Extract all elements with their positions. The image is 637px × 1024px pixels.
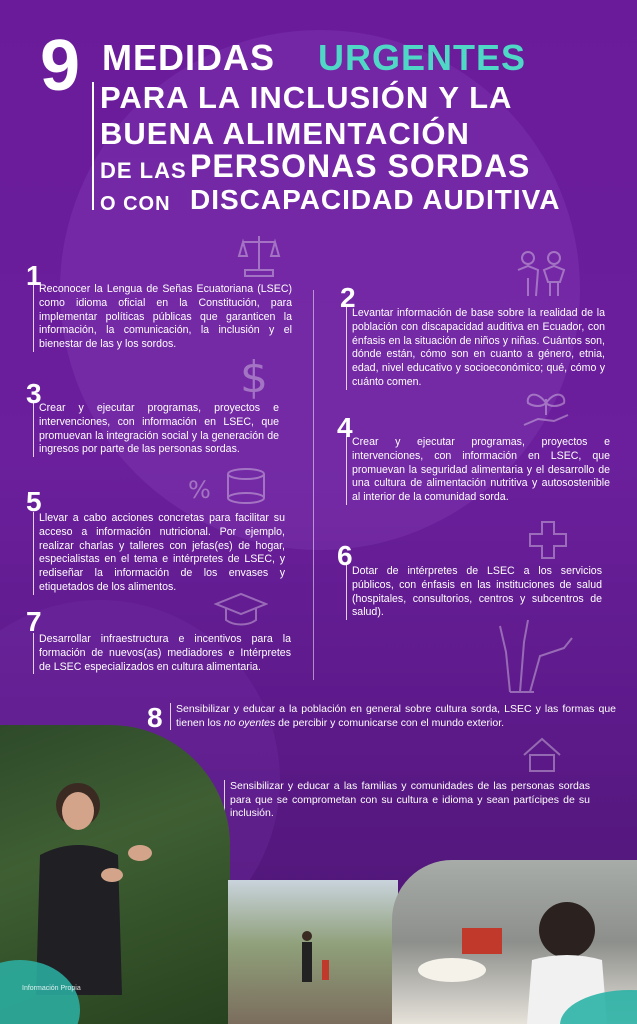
measure-2-number: 2 [340, 282, 356, 313]
title-number: 9 [40, 26, 81, 106]
measure-1-number: 1 [26, 260, 42, 291]
measure-8-text-post: de percibir y comunicarse con el mundo exterior. [275, 716, 505, 729]
percent-icon [186, 474, 216, 504]
measure-4-text: Crear y ejecutar programas, proyectos e intervenciones, con información en LSEC, que promuevan la seguridad alimentaria y el desarrollo de una cultura de alimentación nutritiva y autosostenible al interior de la comunidad sorda. [346, 436, 610, 505]
title-line4a: DE LAS [100, 158, 187, 183]
measure-8-text-pre: Sensibilizar y educar a la población en general sobre cultura sorda, LSEC y las formas que tienen los [176, 703, 616, 729]
food-can-icon [222, 466, 270, 506]
title-line2: PARA LA INCLUSIÓN Y LA [100, 80, 513, 115]
measure-3-number: 3 [26, 378, 42, 409]
walking-figures [228, 880, 398, 1024]
measure-2-text: Levantar información de base sobre la realidad de la población con discapacidad auditiva en Ecuador, con énfasis en la situación de niños y niñas. Cuántos son, dónde están, cómo son en cuanto a género, etnia, edad, nivel educativo y socioeconómico; qué, cómo y cuánto comen. [346, 307, 605, 390]
measure-6-text: Dotar de intérpretes de LSEC a los servicios públicos, con énfasis en las instituciones de salud (hospitales, consultorios, centros y subcentros de salud). [346, 565, 602, 620]
measure-1-text: Reconocer la Lengua de Señas Ecuatoriana (LSEC) como idioma oficial en la Constitución, para implementar políticas públicas que garanticen la información, la comunicación, la inclusión y el bienestar de las y los sordos. [33, 283, 292, 352]
title-line3: BUENA ALIMENTACIÓN [100, 116, 470, 151]
medical-cross-icon [528, 520, 568, 560]
measure-5-number: 5 [26, 486, 42, 517]
measure-3-text: Crear y ejecutar programas, proyectos e intervenciones, con información en LSEC, que promuevan la integración social y la generación de ingresos por parte de las personas sordas. [33, 402, 279, 457]
measure-5-text: Llevar a cabo acciones concretas para facilitar su acceso a información nutricional. Por ejemplo, realizar charlas y talleres con jefas(es) de hogar, especialistas en el tema e intérpretes de LSEC, y rediseñar la información de los envases y etiquetados de los alimentos. [33, 512, 285, 595]
sign-language-hand-icon [490, 612, 580, 702]
children-icon [510, 248, 572, 298]
dollar-icon [238, 352, 268, 400]
svg-text:$: $ [240, 352, 268, 400]
measure-8-text [170, 703, 616, 730]
logo-text: Información Propia [22, 985, 81, 992]
title-line4b: PERSONAS SORDAS [190, 148, 531, 184]
title-line5b: DISCAPACIDAD AUDITIVA [190, 184, 561, 215]
measure-9-text: Sensibilizar y educar a las familias y comunidades de las personas sordas para que se comprometan con su cultura e idioma y sean partícipes de su inclusión. [224, 780, 590, 821]
photo-street-walk [228, 880, 398, 1024]
measure-7-text: Desarrollar infraestructura e incentivos para la formación de nuevos(as) mediadores e Intérpretes de LSEC especializados en cultura alimentaria. [33, 633, 291, 674]
svg-text:%: % [188, 476, 211, 504]
community-house-icon [520, 735, 564, 775]
title-line1a: MEDIDAS [102, 37, 276, 78]
measure-4-number: 4 [337, 412, 353, 443]
measure-6-number: 6 [337, 540, 353, 571]
graduation-cap-icon [214, 590, 268, 630]
measure-8-number: 8 [147, 702, 163, 733]
scales-justice-icon [235, 232, 283, 282]
title-line5a: O CON [100, 193, 171, 215]
plant-hand-icon [520, 385, 572, 437]
column-divider [313, 290, 314, 680]
measure-7-number: 7 [26, 606, 42, 637]
title-line1b: URGENTES [318, 37, 527, 78]
measure-8-text-emphasis: no oyentes [223, 716, 276, 729]
title-divider [92, 82, 94, 210]
